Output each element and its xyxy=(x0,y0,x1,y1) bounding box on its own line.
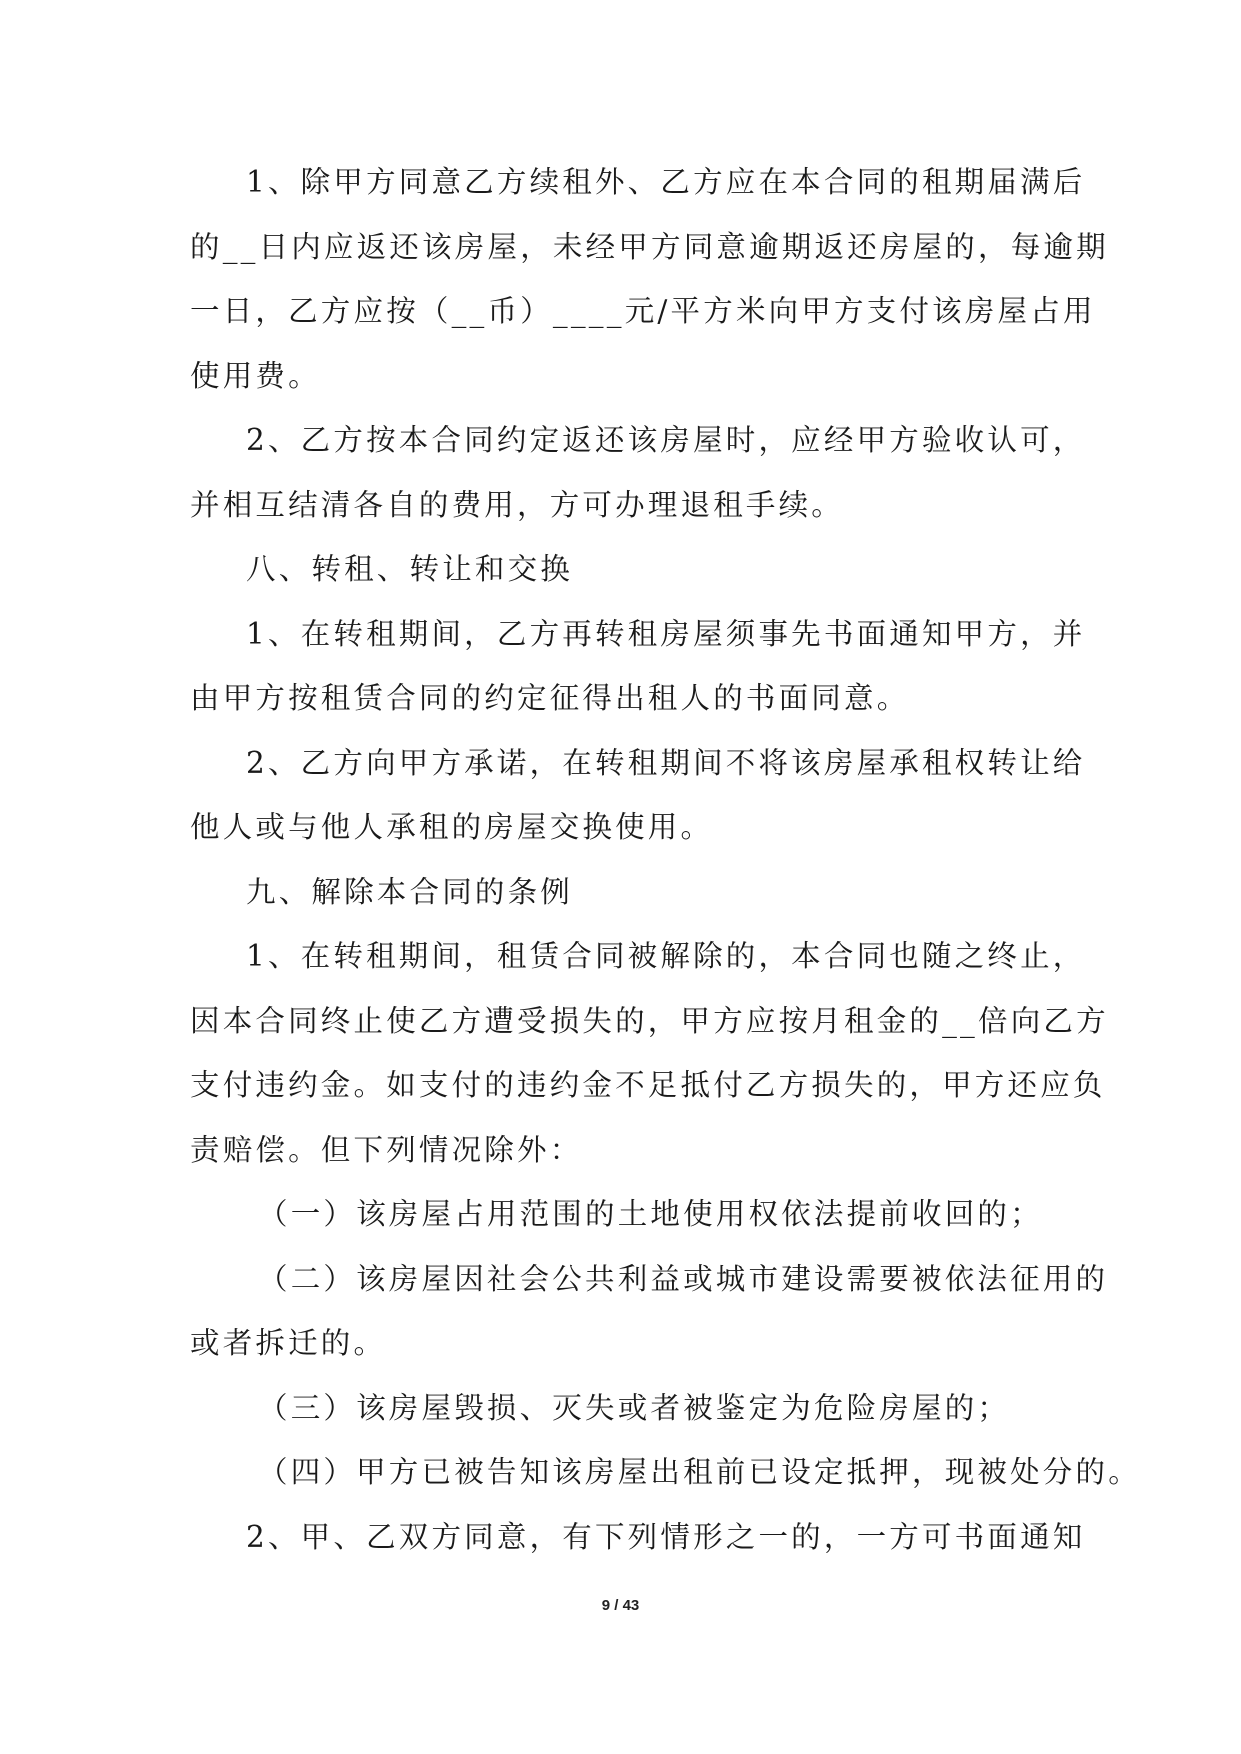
list-item: （一）该房屋占用范围的土地使用权依法提前收回的； xyxy=(258,1197,1043,1231)
paragraph-line: 由甲方按租赁合同的约定征得出租人的书面同意。 xyxy=(190,681,910,715)
paragraph-line: 1、除甲方同意乙方续租外、乙方应在本合同的租期届满后 xyxy=(246,165,1086,199)
list-item-continuation: 或者拆迁的。 xyxy=(190,1326,387,1360)
paragraph-line: 1、在转租期间，租赁合同被解除的，本合同也随之终止， xyxy=(246,939,1086,973)
paragraph-line: 他人或与他人承租的房屋交换使用。 xyxy=(190,810,714,844)
list-item: （三）该房屋毁损、灭失或者被鉴定为危险房屋的； xyxy=(258,1390,1011,1425)
paragraph-line: 因本合同终止使乙方遭受损失的，甲方应按月租金的__倍向乙方 xyxy=(190,1003,1109,1038)
paragraph-line: 2、乙方按本合同约定返还该房屋时，应经甲方验收认可， xyxy=(246,423,1086,457)
section-heading: 九、解除本合同的条例 xyxy=(246,874,574,909)
paragraph-line: 2、乙方向甲方承诺，在转租期间不将该房屋承租权转让给 xyxy=(246,745,1086,780)
paragraph-line: 支付违约金。如支付的违约金不足抵付乙方损失的，甲方还应负 xyxy=(190,1068,1106,1102)
paragraph-line: 责赔偿。但下列情况除外： xyxy=(190,1132,583,1167)
paragraph-line: 2、甲、乙双方同意，有下列情形之一的，一方可书面通知 xyxy=(246,1519,1086,1554)
paragraph-line: 的__日内应返还该房屋，未经甲方同意逾期返还房屋的，每逾期 xyxy=(190,229,1109,264)
paragraph-line: 使用费。 xyxy=(190,358,321,393)
section-heading: 八、转租、转让和交换 xyxy=(246,552,574,586)
paragraph-line: 一日，乙方应按（__币）____元/平方米向甲方支付该房屋占用 xyxy=(190,294,1096,328)
list-item: （四）甲方已被告知该房屋出租前已设定抵押，现被处分的。 xyxy=(258,1455,1141,1489)
paragraph-line: 并相互结清各自的费用，方可办理退租手续。 xyxy=(190,487,845,522)
list-item: （二）该房屋因社会公共利益或城市建设需要被依法征用的 xyxy=(258,1261,1109,1296)
paragraph-line: 1、在转租期间，乙方再转租房屋须事先书面通知甲方，并 xyxy=(246,616,1086,651)
document-body xyxy=(190,150,1141,1569)
page-number: 9 / 43 xyxy=(601,1597,640,1614)
